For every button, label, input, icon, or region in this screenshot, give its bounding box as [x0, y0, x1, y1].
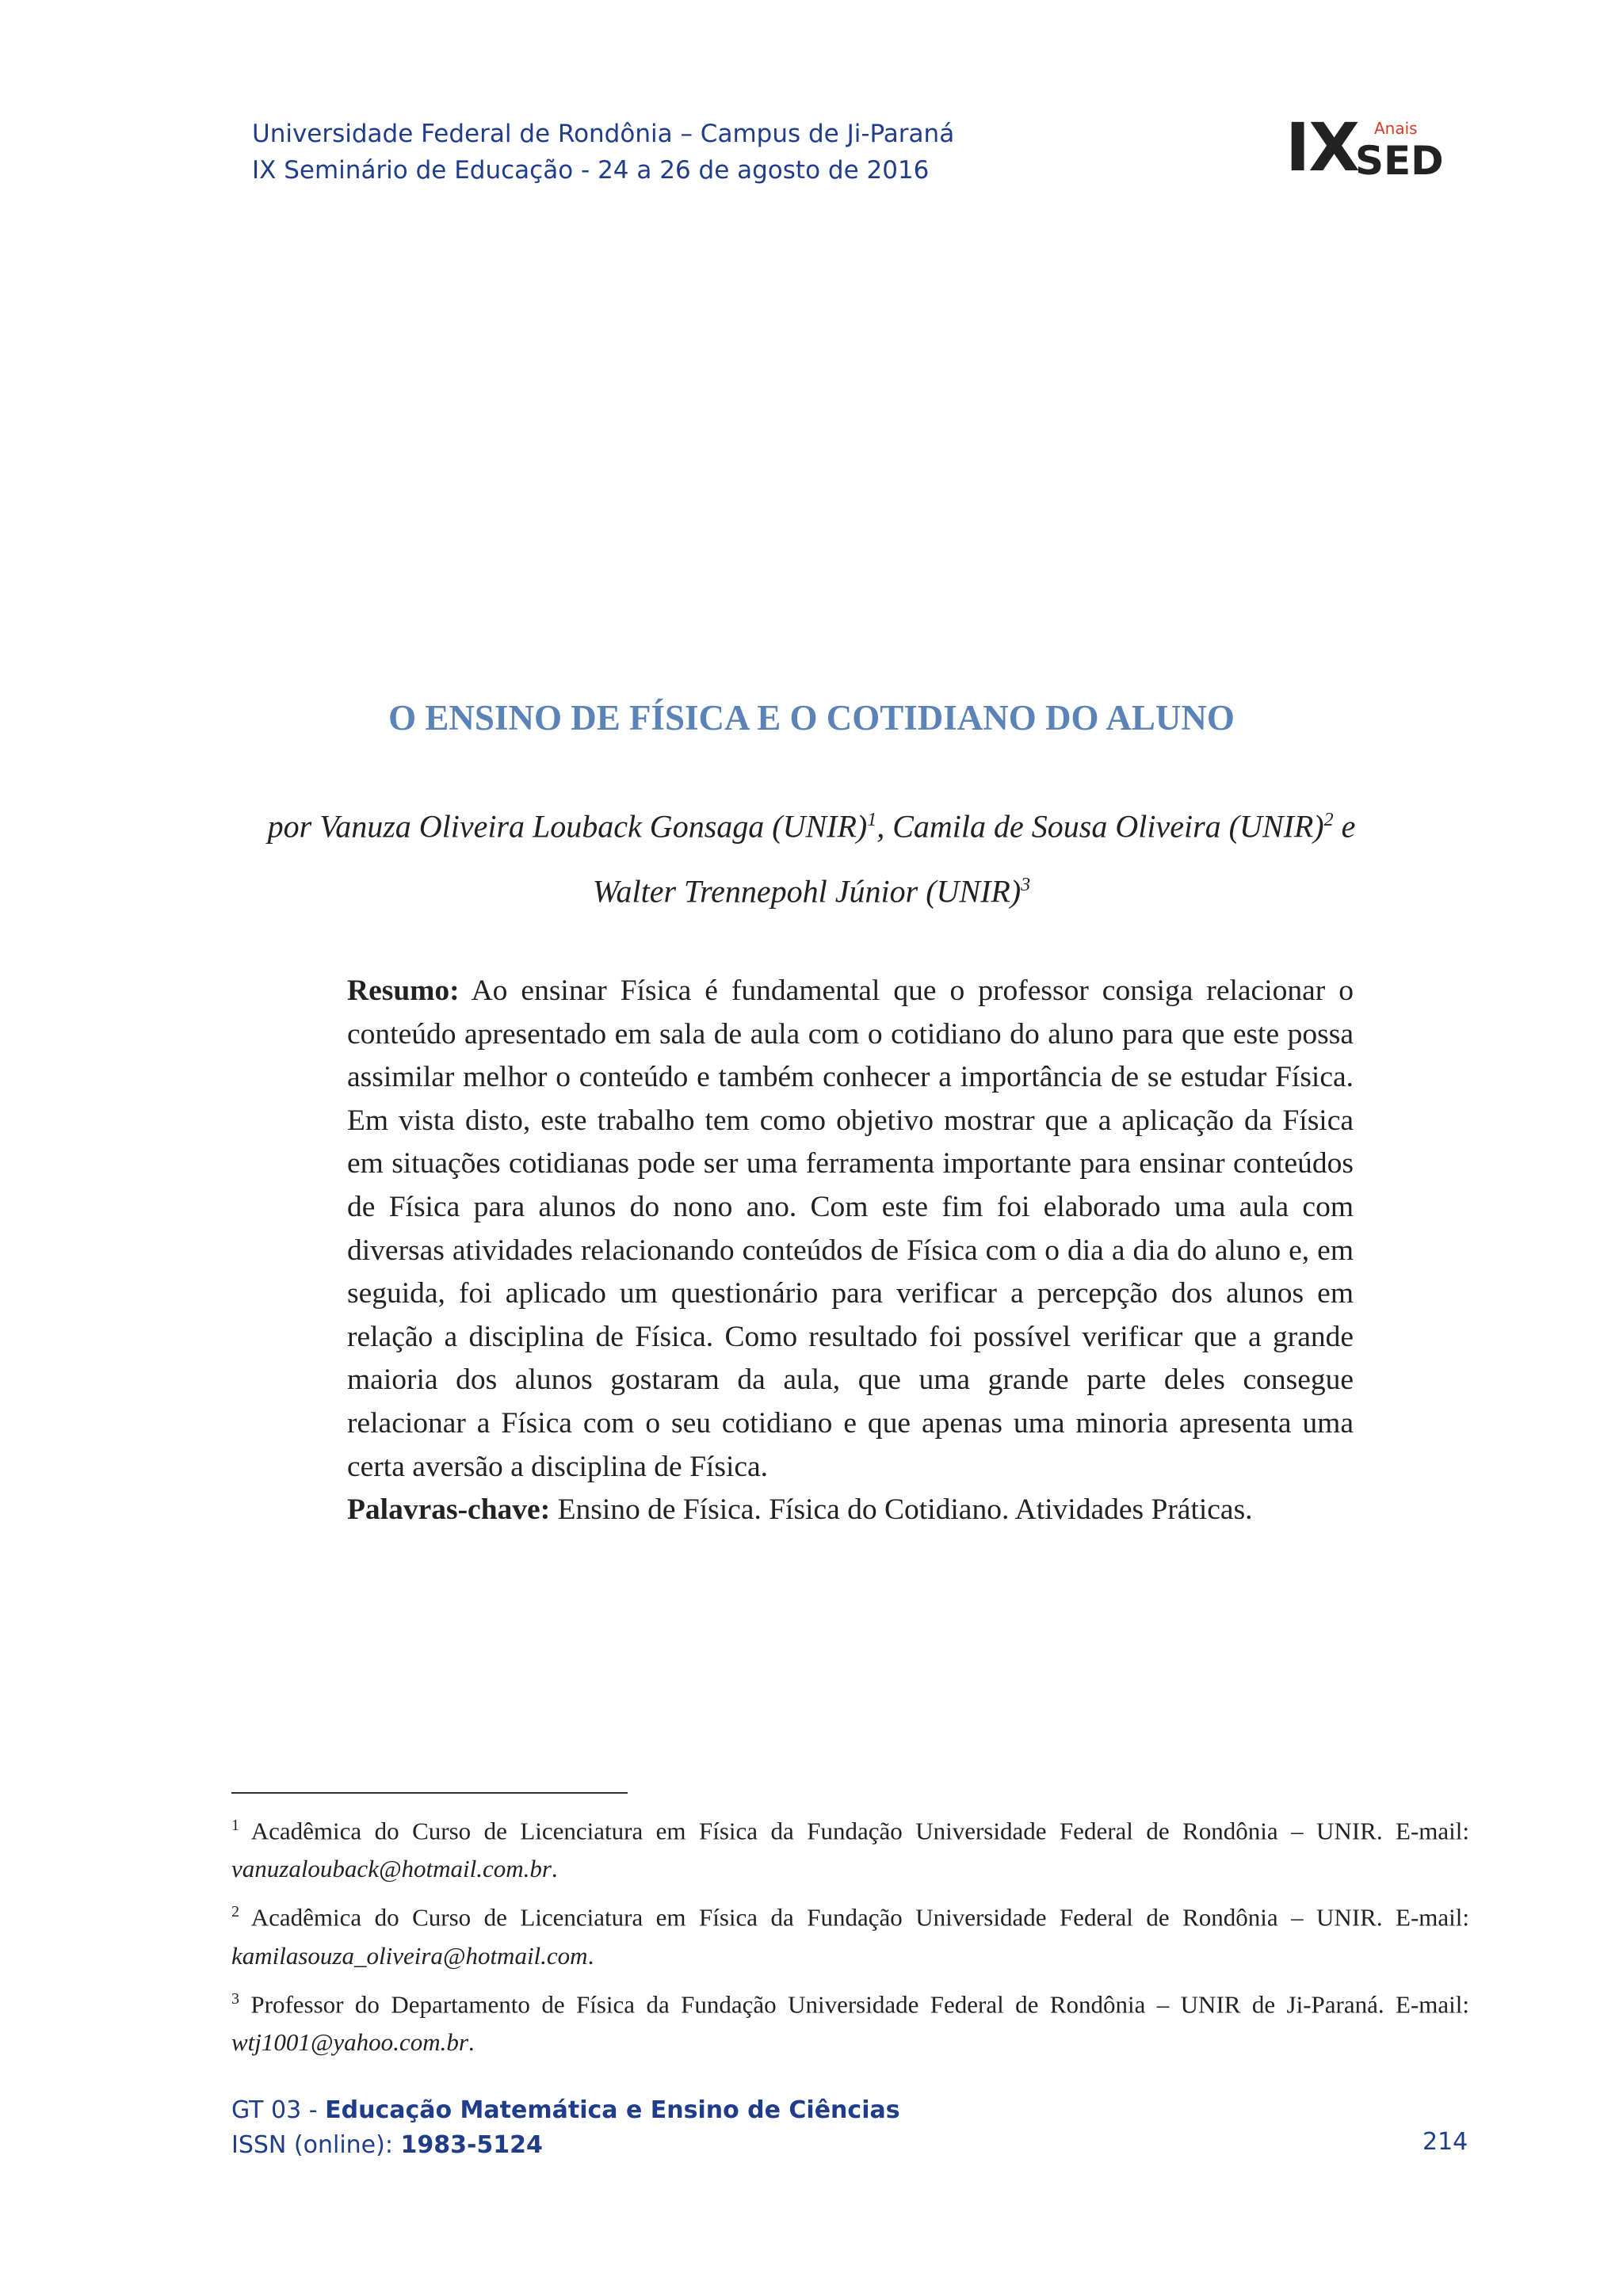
- page-number: 214: [1423, 2128, 1468, 2156]
- footnotes: [231, 1806, 1469, 2066]
- footnote: [231, 1893, 1469, 1974]
- paper-title: O ENSINO DE FÍSICA E O COTIDIANO DO ALUNO: [388, 698, 1235, 738]
- footer-gt-prefix: GT 03 -: [231, 2096, 326, 2124]
- footnote-end: .: [587, 1941, 594, 1970]
- keywords-label: Palavras-chave:: [347, 1493, 551, 1527]
- logo-sed: SED: [1355, 138, 1444, 184]
- abstract: [347, 970, 1354, 1532]
- author-sep: ,: [876, 808, 893, 845]
- footnote-text: Acadêmica do Curso de Licenciatura em Física da Fundação Universidade Federal de Rondônia – UNIR. E-mail:: [239, 1817, 1469, 1845]
- running-header: [252, 116, 954, 189]
- author-1-sup: 1: [867, 810, 877, 830]
- footnote-text: Acadêmica do Curso de Licenciatura em Física da Fundação Universidade Federal de Rondônia – UNIR. E-mail:: [239, 1903, 1469, 1932]
- author-list: [0, 791, 1623, 921]
- author-conj: e: [1333, 808, 1356, 845]
- header-university: Universidade Federal de Rondônia – Campus de Ji-Paraná: [252, 120, 955, 148]
- page-footer: [231, 2093, 900, 2163]
- logo-ix: IX: [1285, 109, 1359, 186]
- header-seminar: IX Seminário de Educação - 24 a 26 de agosto de 2016: [252, 156, 930, 185]
- author-line-1: [0, 791, 1623, 856]
- author-3-sup: 3: [1021, 875, 1031, 896]
- footnote-number: 1: [231, 1817, 239, 1834]
- footnote-email: wtj1001@yahoo.com.br: [231, 2027, 468, 2056]
- author-prefix: por: [267, 808, 320, 845]
- footer-gt-name: Educação Matemática e Ensino de Ciências: [325, 2096, 900, 2124]
- abstract-text: Ao ensinar Física é fundamental que o professor consiga relacionar o conteúdo apresentado em sala de aula com o cotidiano do aluno para que este possa assimilar melhor o conteúdo e também conhecer a importância de se estudar Física. Em vista disto, este trabalho tem como objetivo mostrar que a aplicação da Física em situações cotidianas pode ser uma ferramenta importante para ensinar conteúdos de Física para alunos do nono ano. Com este fim foi elaborado uma aula com diversas atividades relacionando conteúdos de Física com o dia a dia do aluno e, em seguida, foi aplicado um questionário para verificar a percepção dos alunos em relação a disciplina de Física. Como resultado foi possível verificar que a grande maioria dos alunos gostaram da aula, que uma grande parte deles consegue relacionar a Física com o seu cotidiano e que apenas uma minoria apresenta uma certa aversão a disciplina de Física.: [347, 974, 1354, 1483]
- footnote-number: 3: [231, 1989, 239, 2008]
- author-1: Vanuza Oliveira Louback Gonsaga (UNIR): [319, 808, 868, 845]
- footnote-text: Professor do Departamento de Física da Fundação Universidade Federal de Rondônia – UNIR de Ji-Paraná. E-mail:: [239, 1989, 1469, 2018]
- footnote-divider: [231, 1792, 628, 1794]
- footnote-end: .: [468, 2027, 475, 2056]
- footer-gt: [231, 2093, 900, 2128]
- author-3: Walter Trennepohl Júnior (UNIR): [592, 873, 1022, 910]
- author-2: Camila de Sousa Oliveira (UNIR): [892, 808, 1324, 845]
- footer-issn: [231, 2128, 900, 2163]
- author-2-sup: 2: [1323, 810, 1334, 830]
- logo-anais: Anais: [1374, 119, 1418, 138]
- footnote: [231, 1806, 1469, 1888]
- event-logo: [1285, 109, 1444, 186]
- footer-issn-number: 1983-5124: [400, 2131, 543, 2159]
- footer-issn-prefix: ISSN (online):: [231, 2131, 401, 2159]
- abstract-body: [347, 970, 1354, 1489]
- footnote-email: vanuzalouback@hotmail.com.br: [231, 1855, 552, 1883]
- keywords-text: Ensino de Física. Física do Cotidiano. Atividades Práticas.: [550, 1493, 1253, 1527]
- footnote-email: kamilasouza_oliveira@hotmail.com: [231, 1941, 588, 1970]
- abstract-label: Resumo:: [347, 974, 460, 1007]
- footnote-number: 2: [231, 1903, 239, 1921]
- author-line-2: [0, 856, 1623, 921]
- keywords: [347, 1489, 1354, 1532]
- footnote-end: .: [551, 1855, 558, 1883]
- footnote: [231, 1980, 1469, 2061]
